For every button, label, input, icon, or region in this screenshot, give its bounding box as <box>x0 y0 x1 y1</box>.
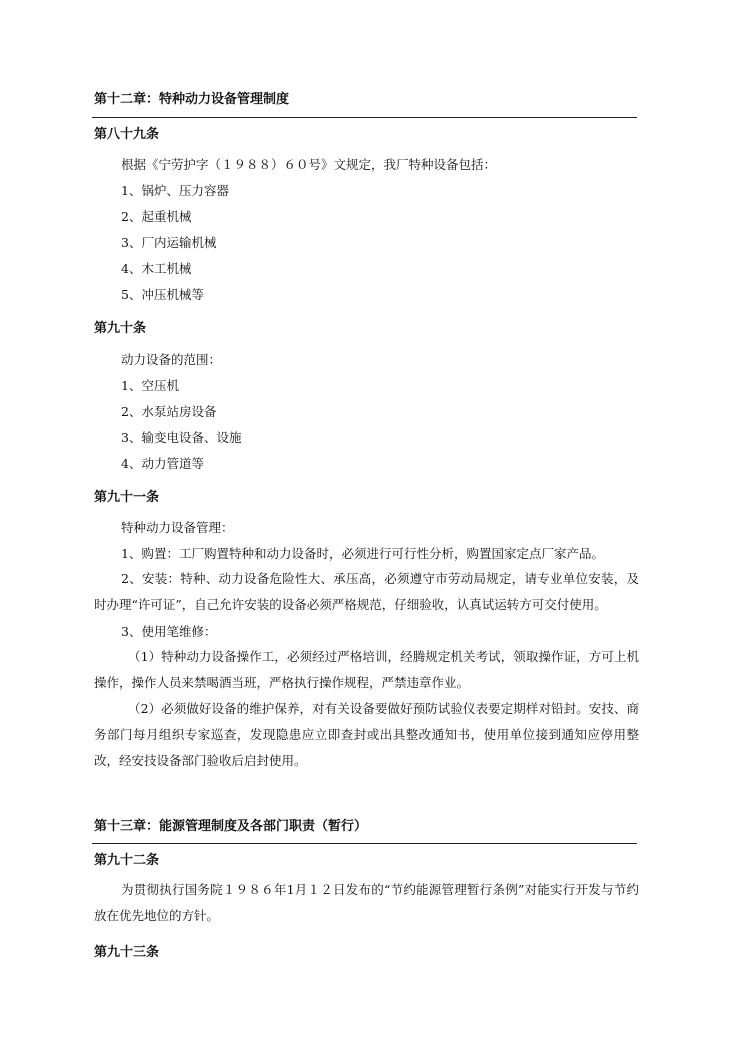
article-91-usage-heading: 3、使用笔维修： <box>121 624 217 639</box>
article-92-heading: 第九十二条 <box>94 853 160 868</box>
article-91-usage-item-2: （2）必须做好设备的维护保养，对有关设备要做好预防试验仪表要定期样对铅封。安技、商务部门每月组织专家巡查，发现隐患应立即查封或出具整改通知书，使用单位接到通知应停用整改，经安技设备部门验收后启封使用。 <box>94 701 639 768</box>
article-90-item-1: 1、空压机 <box>121 378 179 393</box>
article-89-item-1: 1、锅炉、压力容器 <box>121 183 229 198</box>
article-91-usage-item-1: （1）特种动力设备操作工，必须经过严格培训，经腾规定机关考试，领取操作证，方可上机操作，操作人员来禁喝酒当班，严格执行操作规程，严禁违章作业。 <box>94 649 639 690</box>
chapter-13-rule <box>92 843 637 844</box>
article-90-heading: 第九十条 <box>94 321 147 336</box>
article-91-installation: 2、安装：特种、动力设备危险性大、承压高，必须遵守市劳动局规定，请专业单位安装，及时办理“许可证”，自己允许安装的设备必须严格规范，仔细验收，认真试运转方可交付使用。 <box>94 571 639 612</box>
article-89-heading: 第八十九条 <box>94 127 160 142</box>
article-91-purchase: 1、购置：工厂购置特种和动力设备时，必须进行可行性分析，购置国家定点厂家产品。 <box>121 546 604 561</box>
article-90-intro: 动力设备的范围： <box>121 352 222 367</box>
chapter-13-title: 第十三章：能源管理制度及各部门职责（暂行） <box>94 819 368 834</box>
article-89-item-2: 2、起重机械 <box>121 209 192 224</box>
article-91-heading: 第九十一条 <box>94 490 160 505</box>
article-92-body: 为贯彻执行国务院１９８６年1月１２日发布的“节约能源管理暂行条例”对能实行开发与节约放在优先地位的方针。 <box>94 882 639 923</box>
article-89-item-4: 4、木工机械 <box>121 261 192 276</box>
chapter-12-rule <box>92 117 637 118</box>
chapter-12-title: 第十二章：特种动力设备管理制度 <box>94 92 290 107</box>
article-90-item-2: 2、水泵站房设备 <box>121 404 217 419</box>
article-90-item-4: 4、动力管道等 <box>121 456 204 471</box>
article-90-item-3: 3、输变电设备、设施 <box>121 430 242 445</box>
article-93-heading: 第九十三条 <box>94 945 160 960</box>
article-89-item-5: 5、冲压机械等 <box>121 287 204 302</box>
article-89-intro: 根据《宁劳护字（１９８８）６０号》文规定，我厂特种设备包括： <box>121 157 497 172</box>
article-91-intro: 特种动力设备管理： <box>121 520 234 535</box>
article-89-item-3: 3、厂内运输机械 <box>121 235 217 250</box>
